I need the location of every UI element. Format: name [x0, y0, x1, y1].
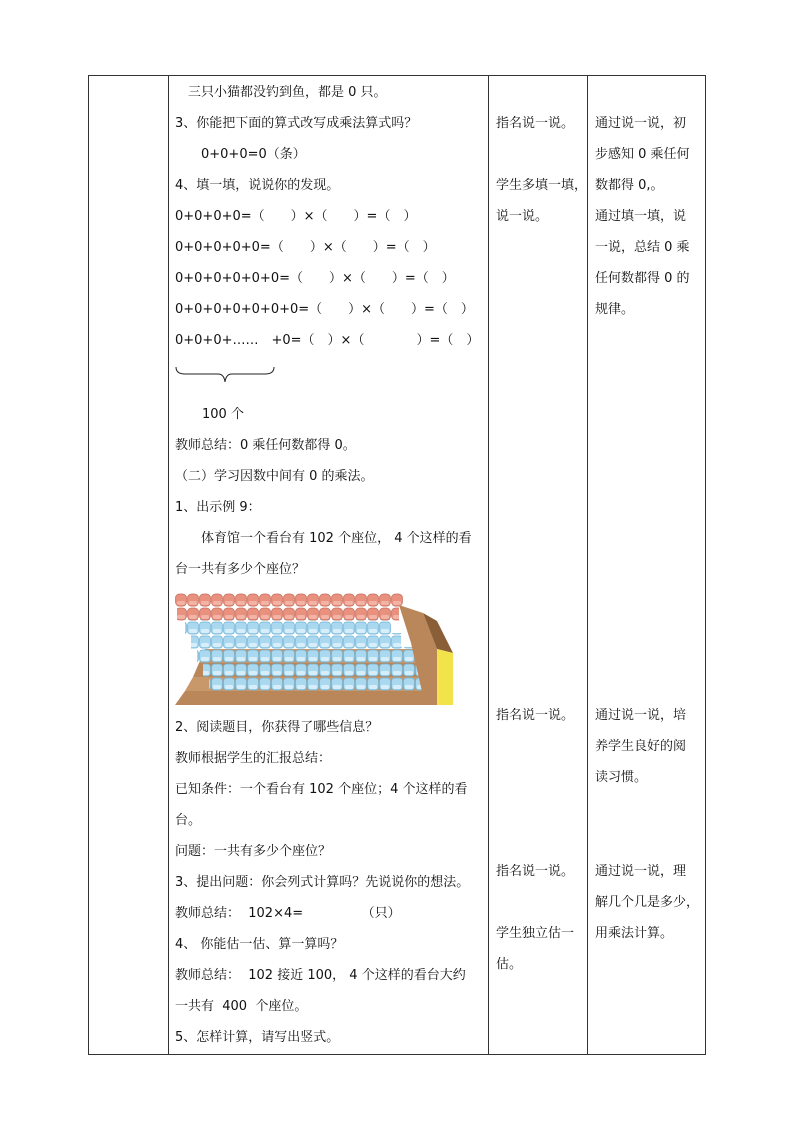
- text-line: 4、填一填，说说你的发现。: [175, 178, 340, 193]
- activity-text: 学生多填一填，: [496, 178, 588, 193]
- stadium-illustration: [175, 593, 453, 705]
- column-divider: [488, 76, 489, 1054]
- activity-text: 指名说一说。: [496, 708, 575, 723]
- text-line: 5、怎样计算，请写出竖式。: [175, 1030, 340, 1045]
- text-line: 4、 你能估一估、算一算吗？: [175, 937, 344, 952]
- text-line: 台。: [175, 813, 202, 828]
- intent-text: 通过填一填，说: [595, 209, 687, 224]
- section-heading: （二）学习因数中间有 0 的乘法。: [175, 469, 374, 484]
- text-line: 2、阅读题目，你获得了哪些信息？: [175, 720, 379, 735]
- intent-text: 任何数都得 0 的: [595, 271, 690, 286]
- text-line: 问题：一共有多少个座位？: [175, 844, 332, 859]
- activity-text: 说一说。: [496, 209, 549, 224]
- activity-text: 指名说一说。: [496, 864, 575, 879]
- text-line: 一共有 400 个座位。: [175, 999, 308, 1014]
- lesson-table: [88, 75, 706, 1055]
- intent-text: 读习惯。: [595, 770, 648, 785]
- underbrace-icon: [175, 366, 277, 388]
- activity-text: 学生独立估一: [496, 926, 575, 941]
- text-line: 台一共有多少个座位？: [175, 562, 306, 577]
- equation-line: 0+0+0+0=（ ）×（ ）=（ ）: [175, 209, 417, 224]
- equation-line: 0+0+0+…… +0=（ ）×（ ）=（ ）: [175, 333, 480, 348]
- intent-text: 一说，总结 0 乘: [595, 240, 690, 255]
- intent-text: 通过说一说，初: [595, 116, 687, 131]
- text-line: 教师总结： 102 接近 100， 4 个这样的看台大约: [175, 968, 466, 983]
- text-line: 教师总结： 102×4= （只）: [175, 906, 401, 921]
- intent-text: 通过说一说，培: [595, 708, 687, 723]
- activity-text: 指名说一说。: [496, 116, 575, 131]
- intent-text: 通过说一说，理: [595, 864, 687, 879]
- brace-label: 100 个: [202, 407, 244, 422]
- text-line: 已知条件：一个看台有 102 个座位；4 个这样的看: [175, 782, 468, 797]
- column-divider: [168, 76, 169, 1054]
- intent-text: 规律。: [595, 302, 635, 317]
- column-divider: [587, 76, 588, 1054]
- equation-line: 0+0+0+0+0+0=（ ）×（ ）=（ ）: [175, 271, 455, 286]
- text-line: 三只小猫都没钓到鱼，都是 0 只。: [175, 85, 387, 100]
- intent-text: 用乘法计算。: [595, 926, 674, 941]
- equation-line: 0+0+0+0+0+0+0=（ ）×（ ）=（ ）: [175, 302, 474, 317]
- equation-line: 0+0+0=0（条）: [201, 147, 306, 162]
- text-line: 3、你能把下面的算式改写成乘法算式吗？: [175, 116, 418, 131]
- intent-text: 养学生良好的阅: [595, 739, 687, 754]
- intent-text: 数都得 0,。: [595, 178, 664, 193]
- equation-line: 0+0+0+0+0=（ ）×（ ）=（ ）: [175, 240, 436, 255]
- text-line: 教师总结：0 乘任何数都得 0。: [175, 438, 356, 453]
- text-line: 1、出示例 9：: [175, 500, 261, 515]
- intent-text: 解几个几是多少，: [595, 895, 700, 910]
- intent-text: 步感知 0 乘任何: [595, 147, 690, 162]
- text-line: 体育馆一个看台有 102 个座位， 4 个这样的看: [175, 531, 472, 546]
- activity-text: 估。: [496, 957, 523, 972]
- text-line: 教师根据学生的汇报总结：: [175, 751, 332, 766]
- text-line: 3、提出问题：你会列式计算吗？先说说你的想法。: [175, 875, 470, 890]
